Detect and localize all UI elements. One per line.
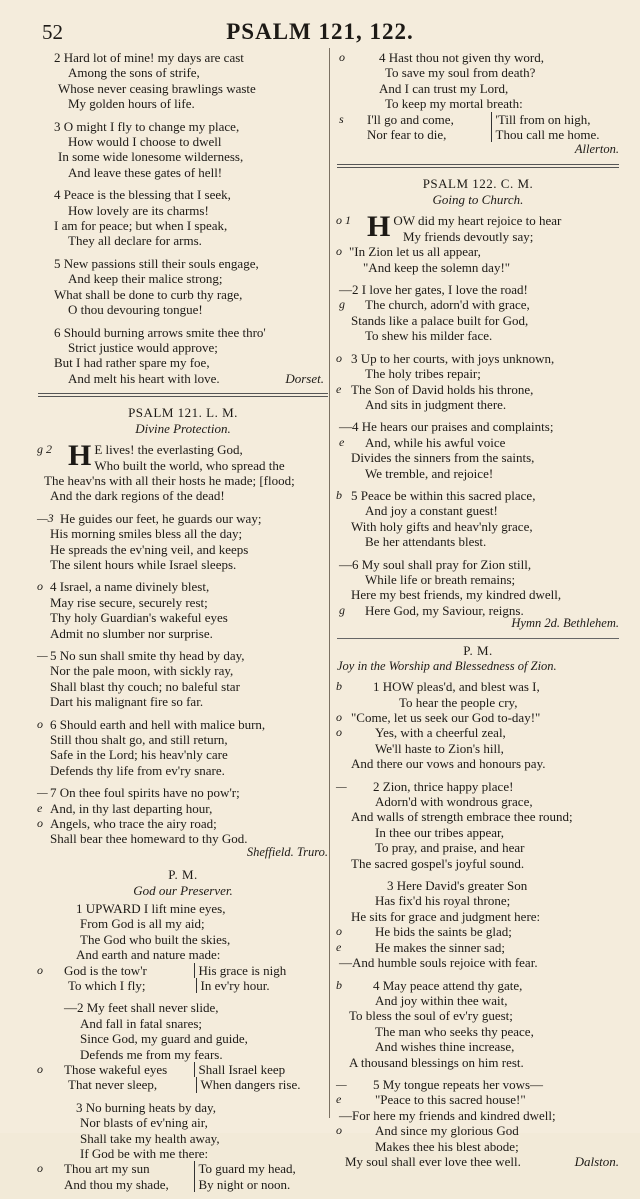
- verse-text: And, in thy last departing hour,: [50, 800, 213, 816]
- verse-text: "Come, let us seek our God to-day!": [351, 710, 541, 725]
- verse-line: 1 UPWARD I lift mine eyes,: [76, 900, 226, 916]
- verse-line-split: [38, 963, 328, 978]
- dynamic-mark: o: [336, 244, 342, 259]
- verse-line: He sits for grace and judgment here:: [351, 908, 541, 924]
- right-column: [337, 48, 619, 1176]
- dynamic-mark: o: [37, 816, 43, 831]
- verse-line: [337, 382, 619, 397]
- verse-line: [38, 801, 328, 816]
- verse-line: [38, 579, 328, 594]
- psalm-subtitle: Divine Protection.: [135, 421, 231, 437]
- verse-text: My soul shall ever love thee well.: [345, 1153, 521, 1169]
- tune-name: Hymn 2d. Bethlehem.: [511, 616, 619, 631]
- verse-text: In ev'ry hour.: [196, 978, 329, 993]
- psalm-heading: PSALM 121. L. M.: [128, 405, 238, 421]
- verse-line: —2 My feet shall never slide,: [64, 1000, 219, 1016]
- verse-text: 4 Hast thou not given thy word,: [379, 50, 545, 65]
- dynamic-mark: g: [339, 602, 345, 617]
- verse-text: He guides our feet, he guards our way;: [60, 510, 262, 526]
- verse-line: Here my best friends, my kindred dwell,: [351, 587, 562, 603]
- stanza: [337, 779, 619, 871]
- stanza: [337, 978, 619, 1070]
- verse-line: [337, 978, 619, 993]
- verse-text: He makes the sinner sad;: [375, 939, 505, 955]
- verse-line: A thousand blessings on him rest.: [349, 1054, 524, 1070]
- stanza: [337, 419, 619, 481]
- dynamic-mark: o: [336, 350, 342, 365]
- verse-text: Thou art my sun: [64, 1161, 150, 1177]
- verse-line: Admit no slumber nor surprise.: [50, 625, 213, 641]
- verse-line: To keep my mortal breath:: [385, 96, 523, 112]
- stanza: [38, 579, 328, 641]
- dynamic-mark: o: [339, 50, 345, 64]
- verse-line: [337, 435, 619, 450]
- verse-line: [38, 717, 328, 732]
- verse-line: The silent hours while Israel sleeps.: [50, 556, 237, 572]
- verse-line: The man who seeks thy peace,: [375, 1023, 534, 1039]
- dynamic-mark: —: [336, 778, 347, 793]
- verse-line: [337, 351, 619, 366]
- page-title: PSALM 121, 122.: [226, 19, 414, 44]
- verse-line: And earth and nature made:: [76, 947, 221, 963]
- verse-text: OW did my heart rejoice to hear: [393, 213, 562, 229]
- drop-cap: H: [68, 439, 92, 473]
- verse-line: —6 My soul shall pray for Zion still,: [339, 556, 532, 572]
- verse-line: May rise secure, securely rest;: [50, 594, 208, 610]
- verse-line: [38, 371, 328, 386]
- dynamic-mark: g 2: [37, 442, 52, 457]
- verse-text: 1 HOW pleas'd, and blest was I,: [373, 679, 540, 695]
- verse-line: We'll haste to Zion's hill,: [375, 740, 504, 756]
- section-rule: [337, 638, 619, 639]
- verse-text: Thou call me home.: [491, 127, 620, 142]
- stanza: [337, 679, 619, 771]
- verse-line: And I can trust my Lord,: [379, 80, 509, 96]
- tune-name: Allerton.: [574, 142, 619, 157]
- verse-line: Thy holy Guardian's wakeful eyes: [50, 610, 228, 626]
- stanza: [38, 785, 328, 860]
- verse-text: His grace is nigh: [194, 963, 329, 978]
- verse-text: The Son of David holds his throne,: [351, 381, 534, 397]
- verse-line: They all declare for arms.: [68, 233, 202, 249]
- verse-line: The holy tribes repair;: [365, 366, 481, 382]
- verse-text: Here God, my Saviour, reigns.: [365, 602, 524, 618]
- verse-line: [337, 603, 619, 618]
- verse-line: —For here my friends and kindred dwell;: [339, 1107, 556, 1123]
- psalm-subtitle: Joy in the Worship and Blessedness of Zion.: [337, 659, 557, 674]
- dynamic-mark: o: [336, 725, 342, 740]
- stanza: [337, 50, 619, 157]
- verse-line: And the dark regions of the dead!: [50, 488, 225, 504]
- verse-text: E lives! the everlasting God,: [94, 442, 243, 458]
- verse-line: 3 No burning heats by day,: [76, 1099, 216, 1115]
- verse-text: The church, adorn'd with grace,: [365, 297, 530, 313]
- section-rule: [337, 164, 619, 168]
- verse-text: And since my glorious God: [375, 1123, 519, 1139]
- verse-text: By night or noon.: [194, 1177, 329, 1192]
- verse-line: Safe in the Lord; his heav'nly care: [50, 747, 228, 763]
- stanza: [337, 488, 619, 550]
- stanza: [38, 119, 328, 181]
- verse-line: What shall be done to curb thy rage,: [54, 286, 243, 302]
- verse-line: [337, 1092, 619, 1107]
- drop-cap: H: [367, 210, 391, 244]
- stanza: [38, 511, 328, 573]
- verse-line: In thee our tribes appear,: [375, 824, 505, 840]
- psalm-subtitle: God our Preserver.: [133, 882, 233, 898]
- verse-line: And sits in judgment there.: [365, 396, 507, 412]
- dynamic-mark: b: [336, 977, 342, 992]
- psalm-heading: P. M.: [463, 643, 493, 659]
- verse-line: Be her attendants blest.: [365, 534, 487, 550]
- verse-line: And joy a constant guest!: [365, 503, 498, 519]
- verse-line: With holy gifts and heav'nly grace,: [351, 518, 533, 534]
- verse-line: To pray, and praise, and hear: [375, 840, 525, 856]
- verse-line-split: [38, 1161, 328, 1176]
- verse-line: [38, 816, 328, 831]
- verse-line: —4 He hears our praises and complaints;: [339, 419, 554, 435]
- dynamic-mark: —: [37, 648, 48, 662]
- verse-text: I'll go and come,: [367, 111, 454, 127]
- verse-line: [337, 297, 619, 312]
- stanza: [38, 50, 328, 112]
- verse-line: [337, 725, 619, 740]
- verse-text: When dangers rise.: [196, 1077, 329, 1092]
- verse-line: 3 Here David's greater Son: [387, 878, 528, 894]
- verse-line: "And keep the solemn day!": [363, 259, 511, 275]
- verse-line: To shew his milder face.: [365, 328, 493, 344]
- verse-line: Shall take my health away,: [80, 1130, 220, 1146]
- verse-line: In some wide lonesome wilderness,: [58, 149, 244, 165]
- verse-line: 2 Hard lot of mine! my days are cast: [54, 50, 244, 65]
- verse-line: Has fix'd his royal throne;: [375, 893, 511, 909]
- verse-text: 3 Up to her courts, with joys unknown,: [351, 350, 555, 366]
- dynamic-mark: e: [336, 939, 342, 954]
- verse-line: [337, 50, 619, 65]
- verse-line: How lovely are its charms!: [68, 202, 209, 218]
- stanza: [38, 1000, 328, 1092]
- verse-line: Shall blast thy couch; no baleful star: [50, 678, 240, 694]
- verse-line: To save my soul from death?: [385, 65, 536, 81]
- verse-text: 4 May peace attend thy gate,: [373, 977, 523, 993]
- dynamic-mark: —3: [37, 510, 54, 525]
- verse-text: 5 Peace be within this sacred place,: [351, 487, 536, 503]
- verse-line: —And humble souls rejoice with fear.: [339, 955, 538, 971]
- verse-line: The heav'ns with all their hosts he made; [flood;: [44, 472, 295, 488]
- verse-text: Angels, who trace the airy road;: [50, 816, 217, 832]
- stanza: [337, 878, 619, 970]
- verse-line: If God be with me there:: [80, 1145, 209, 1161]
- verse-line: He spreads the ev'ning veil, and keeps: [50, 541, 249, 557]
- stanza: [337, 351, 619, 413]
- verse-text: And thou my shade,: [64, 1176, 169, 1192]
- verse-line: But I had rather spare my foe,: [54, 355, 210, 371]
- verse-line: 3 O might I fly to change my place,: [54, 118, 240, 134]
- verse-line: Still thou shalt go, and still return,: [50, 732, 228, 748]
- verse-line: The sacred gospel's joyful sound.: [351, 855, 525, 871]
- dynamic-mark: o: [37, 716, 43, 731]
- verse-line: [337, 779, 619, 794]
- verse-text: 7 On thee foul spirits have no pow'r;: [50, 785, 240, 801]
- verse-line: Strict justice would approve;: [68, 339, 218, 355]
- verse-text: 'Till from on high,: [491, 112, 620, 127]
- dynamic-mark: o: [37, 1061, 43, 1076]
- verse-line-split: [337, 112, 619, 127]
- verse-line: And leave these gates of hell!: [68, 164, 223, 180]
- dynamic-mark: o: [37, 1161, 43, 1176]
- stanza: [37, 439, 328, 504]
- verse-line: Nor blasts of ev'ning air,: [80, 1115, 208, 1131]
- verse-line: [38, 511, 328, 526]
- psalm-heading: PSALM 122. C. M.: [422, 176, 534, 192]
- verse-line-split: [38, 1062, 328, 1077]
- verse-line: 5 New passions still their souls engage,: [54, 255, 259, 271]
- stanza: [337, 282, 619, 344]
- stanza: [337, 1077, 619, 1169]
- verse-line-split: [38, 1177, 328, 1192]
- verse-line: Dart his malignant fire so far.: [50, 694, 204, 710]
- verse-line: [337, 940, 619, 955]
- stanza: [38, 717, 328, 779]
- stanza: [336, 210, 619, 275]
- tune-name: Dalston.: [574, 1153, 619, 1169]
- verse-text: "Peace to this sacred house!": [375, 1092, 526, 1108]
- verse-text: That never sleep,: [68, 1077, 158, 1093]
- verse-line: [337, 1123, 619, 1138]
- verse-line: Adorn'd with wondrous grace,: [375, 794, 533, 810]
- dynamic-mark: o: [336, 710, 342, 724]
- page-number: 52: [42, 20, 63, 44]
- verse-line: My golden hours of life.: [68, 96, 195, 112]
- dynamic-mark: o: [336, 1123, 342, 1138]
- psalm-subtitle: Going to Church.: [432, 192, 524, 208]
- dynamic-mark: e: [339, 434, 345, 449]
- verse-line: How would I choose to dwell: [68, 134, 222, 150]
- verse-line: While life or breath remains;: [365, 571, 516, 587]
- verse-line: From God is all my aid;: [80, 916, 205, 932]
- verse-line: [337, 679, 619, 694]
- verse-text: And, while his awful voice: [365, 434, 506, 450]
- verse-text: God is the tow'r: [64, 962, 147, 978]
- tune-name: Sheffield. Truro.: [246, 844, 328, 859]
- verse-line: [38, 648, 328, 663]
- verse-line: And there our vows and honours pay.: [351, 756, 546, 772]
- verse-line: —2 I love her gates, I love the road!: [339, 282, 528, 298]
- dynamic-mark: —: [336, 1076, 347, 1091]
- verse-text: To guard my head,: [194, 1161, 329, 1176]
- verse-text: 2 Zion, thrice happy place!: [373, 778, 514, 794]
- psalm-heading: P. M.: [168, 866, 198, 882]
- verse-line: 4 Peace is the blessing that I seek,: [54, 187, 231, 203]
- verse-line: Among the sons of strife,: [68, 65, 200, 81]
- verse-line: To bless the soul of ev'ry guest;: [349, 1008, 513, 1024]
- dynamic-mark: e: [336, 1092, 342, 1107]
- dynamic-mark: e: [37, 800, 43, 815]
- verse-text: "In Zion let us all appear,: [349, 244, 481, 260]
- dynamic-mark: o 1: [336, 213, 351, 228]
- dynamic-mark: o: [37, 962, 43, 977]
- dynamic-mark: g: [339, 297, 345, 312]
- verse-line: Who built the world, who spread the: [94, 457, 285, 473]
- verse-line: To hear the people cry,: [399, 694, 518, 710]
- verse-line: My friends devoutly say;: [403, 228, 534, 244]
- verse-line: [337, 1077, 619, 1092]
- dynamic-mark: s: [339, 111, 344, 126]
- verse-line-split: [38, 978, 328, 993]
- verse-line: [337, 924, 619, 939]
- verse-line: O thou devouring tongue!: [68, 302, 203, 318]
- verse-line: Nor the pale moon, with sickly ray,: [50, 663, 234, 679]
- dynamic-mark: o: [37, 579, 43, 594]
- verse-line: 6 Should burning arrows smite thee thro': [54, 324, 266, 340]
- verse-text: 4 Israel, a name divinely blest,: [50, 579, 210, 595]
- stanza: [38, 648, 328, 710]
- verse-text: 6 Should earth and hell with malice burn,: [50, 716, 266, 732]
- verse-line-split: [337, 127, 619, 142]
- verse-line: And walls of strength embrace thee round;: [351, 809, 573, 825]
- verse-line: Defends me from my fears.: [80, 1046, 223, 1062]
- verse-line: I am for peace; but when I speak,: [54, 218, 228, 234]
- verse-line: Since God, my guard and guide,: [80, 1031, 248, 1047]
- left-column: [38, 48, 328, 1199]
- verse-text: To which I fly;: [68, 977, 146, 993]
- verse-line: The God who built the skies,: [80, 931, 231, 947]
- verse-line: Divides the sinners from the saints,: [351, 450, 535, 466]
- stanza: [337, 557, 619, 632]
- verse-text: Shall Israel keep: [194, 1062, 329, 1077]
- verse-line: And keep their malice strong;: [68, 271, 223, 287]
- verse-line: [337, 710, 619, 725]
- verse-text: And melt his heart with love.: [68, 370, 220, 386]
- verse-line: [337, 244, 619, 259]
- stanza: [38, 1100, 328, 1192]
- verse-line: And fall in fatal snares;: [80, 1015, 203, 1031]
- verse-text: 5 No sun shall smite thy head by day,: [50, 648, 245, 663]
- verse-text: 5 My tongue repeats her vows—: [373, 1076, 544, 1092]
- verse-line: Whose never ceasing brawlings waste: [58, 80, 256, 96]
- dynamic-mark: —: [37, 785, 48, 800]
- stanza: [38, 325, 328, 387]
- stanza: [38, 901, 328, 993]
- verse-line: Defends thy life from ev'ry snare.: [50, 762, 225, 778]
- dynamic-mark: b: [336, 487, 342, 502]
- verse-line: [337, 1154, 619, 1169]
- section-rule: [38, 393, 328, 397]
- stanza: [38, 256, 328, 318]
- verse-line: [337, 488, 619, 503]
- verse-text: He bids the saints be glad;: [375, 924, 512, 940]
- stanza: [38, 187, 328, 249]
- verse-line: And wishes thine increase,: [375, 1039, 515, 1055]
- verse-text: Nor fear to die,: [367, 127, 447, 143]
- verse-text: Those wakeful eyes: [64, 1061, 168, 1077]
- dynamic-mark: e: [336, 381, 342, 396]
- verse-line-split: [38, 1077, 328, 1092]
- column-divider: [329, 48, 330, 1118]
- tune-name: Dorset.: [285, 370, 324, 386]
- verse-line: Stands like a palace built for God,: [351, 312, 529, 328]
- verse-line: And joy within thee wait,: [375, 992, 508, 1008]
- verse-line: We tremble, and rejoice!: [365, 465, 494, 481]
- verse-text: Yes, with a cheerful zeal,: [375, 725, 506, 741]
- verse-line: [38, 785, 328, 800]
- verse-line: Shall bear thee homeward to thy God.: [50, 831, 248, 847]
- dynamic-mark: o: [336, 924, 342, 939]
- dynamic-mark: b: [336, 679, 342, 694]
- verse-line: Makes thee his blest abode;: [375, 1138, 519, 1154]
- verse-line: His morning smiles bless all the day;: [50, 526, 243, 542]
